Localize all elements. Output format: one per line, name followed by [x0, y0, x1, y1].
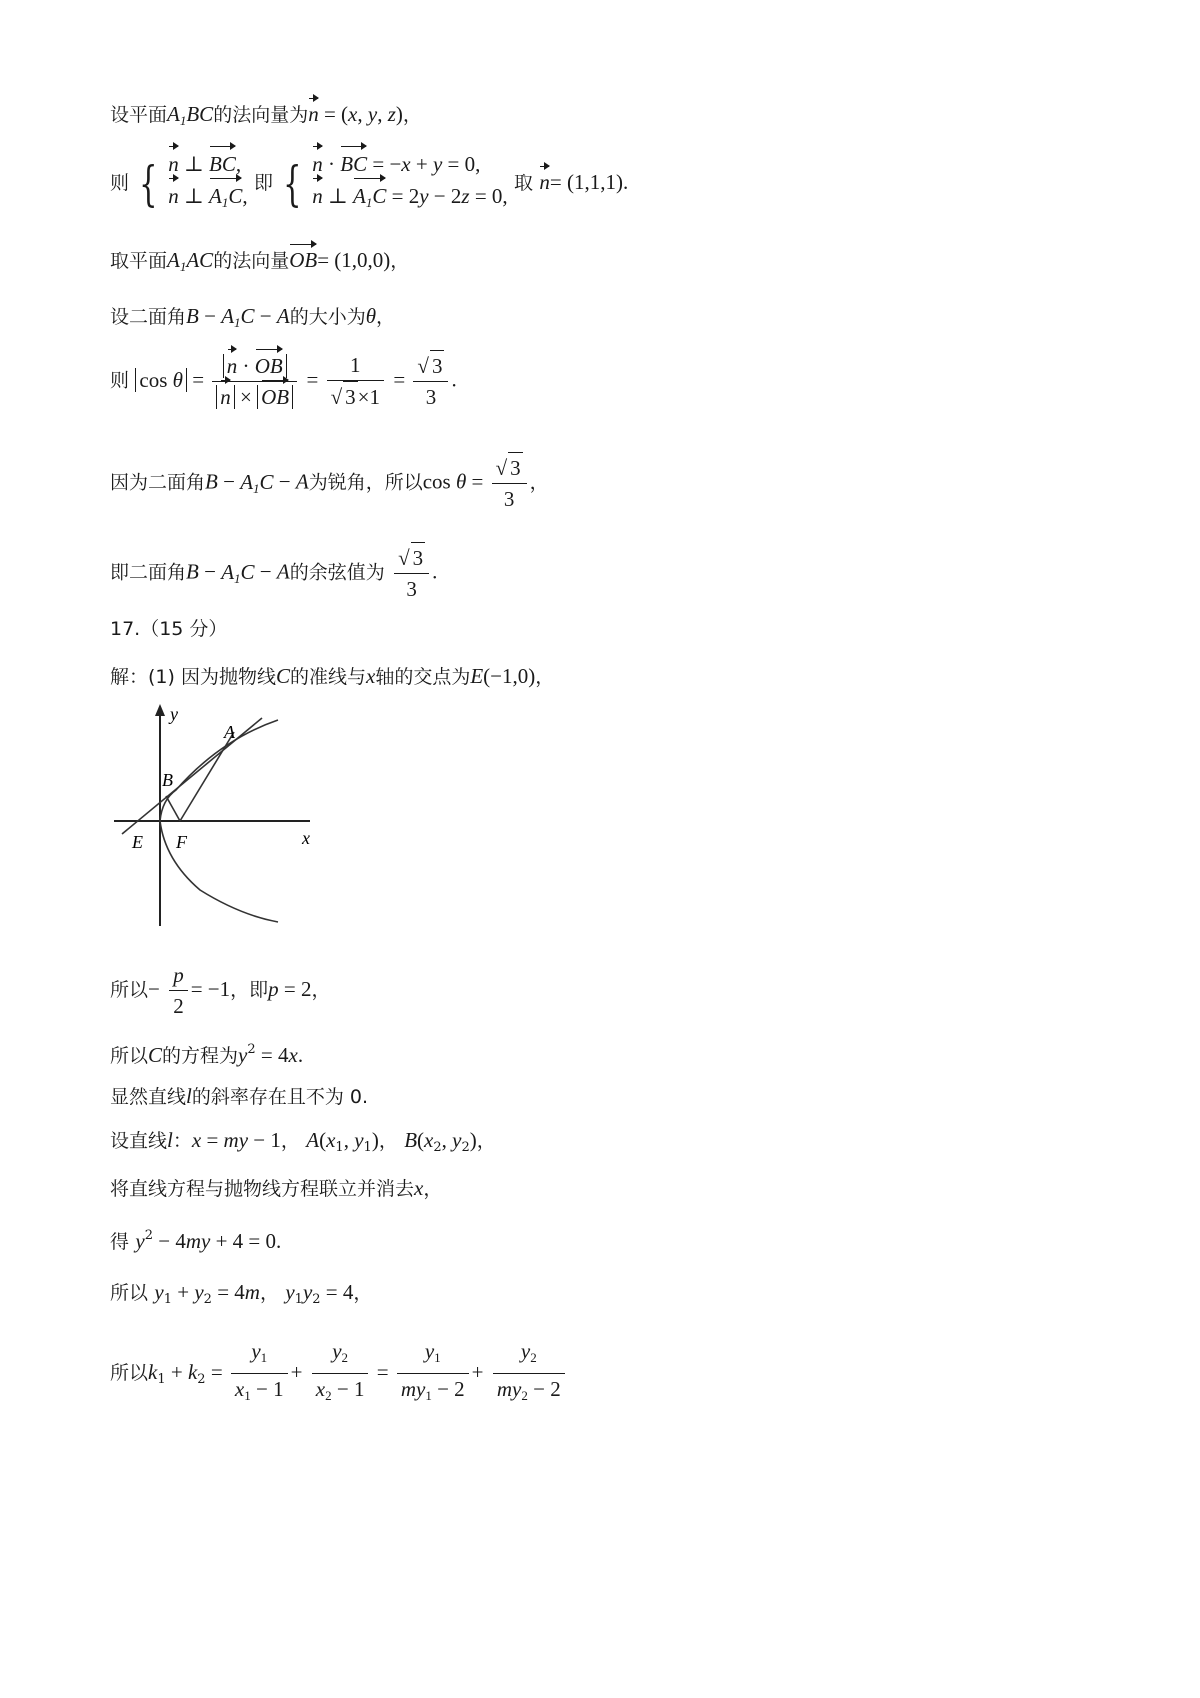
solution-intro: 解：(1) 因为抛物线C的准线与x轴的交点为E(−1,0)，	[110, 664, 555, 688]
k-frac-2: $\frac{y_2}{x_2 - 1}$	[312, 1336, 369, 1411]
line-normal-system: 则 { n ⊥ BC, n ⊥ $A_1C$, 即 { n · BC = −x + y = 0, n ⊥ $A_1C = 2y - 2z = 0$, 取 n= (1,1,1).	[110, 148, 628, 219]
label-F: F	[176, 832, 187, 852]
cos-fraction: $\frac{n \cdot OB}{n \times OB}$	[212, 351, 297, 412]
label-B: B	[162, 770, 173, 790]
one-over-root3-fraction: $\frac{1}{√ 3\times 1}$	[327, 350, 384, 412]
line-normal-vector-def: 设平面$A_1BC$的法向量为n = (x, y, z)，	[110, 102, 422, 128]
k-frac-3: $\frac{y_1}{my_1 - 2}$	[397, 1336, 469, 1411]
k-frac-4: $\frac{y_2}{my_2 - 2}$	[493, 1336, 565, 1411]
line-acute-angle: 因为二面角$B - A_1C - A$为锐角，所以cos θ = $\frac{√ 3}{3}$ ，	[110, 452, 549, 514]
line-c-equation: 所以C的方程为$y^2 = 4x$.	[110, 1042, 304, 1067]
root3-over-3-fraction-2: $\frac{√ 3}{3}$	[492, 452, 527, 514]
p-over-2-fraction: $\frac{p}{2}$	[169, 960, 188, 1021]
question-header: 17.（15 分）	[110, 618, 228, 640]
label-x: x	[302, 828, 310, 848]
line-cos-computation: 则 cos θ = $\frac{n \cdot OB}{n \times OB}$ = $\frac{1}{√ 3\times 1}$ = $\frac{√ 3}{3}$ .	[110, 350, 457, 412]
parabola-figure	[110, 700, 350, 930]
line-quadratic: 得 $y^2 - 4my + 4 = 0$.	[110, 1228, 282, 1253]
system-equations: n · BC = −x + y = 0, n ⊥ $A_1C = 2y - 2z = 0$,	[312, 148, 507, 219]
line-slope-note: 显然直线l的斜率存在且不为 0.	[110, 1084, 369, 1108]
line-cosine-result: 即二面角$B - A_1C - A$的余弦值为 $\frac{√ 3}{3}$ .	[110, 542, 437, 604]
line-dihedral-def: 设二面角$B - A_1C - A$的大小为θ，	[110, 304, 396, 330]
line-eliminate-x: 将直线方程与抛物线方程联立并消去x，	[110, 1176, 443, 1200]
system-perpendicular: n ⊥ BC, n ⊥ $A_1C$,	[168, 148, 247, 219]
root3-over-3-fraction-3: $\frac{√ 3}{3}$	[394, 542, 429, 604]
root3-over-3-fraction: $\frac{√ 3}{3}$	[413, 350, 448, 412]
k-frac-1: $\frac{y_1}{x_1 - 1}$	[231, 1336, 288, 1411]
line-k-sum: 所以$k_1 + k_2$ = $\frac{y_1}{x_1 - 1}$ + $\frac{y_2}{x_2 - 1}$ = $\frac{y_1}{my_1 - 2}$ + $\frac{y_2}{my_2 - 2}$	[110, 1336, 568, 1411]
line-plane-normal-ob: 取平面$A_1AC$的法向量OB= (1,0,0)，	[110, 248, 410, 274]
label-E: E	[132, 832, 143, 852]
line-vieta: 所以 $y_1 + y_2 = 4m$， $y_1y_2 = 4$，	[110, 1280, 373, 1307]
line-p-value: 所以− $\frac{p}{2}$ = −1，即p = 2，	[110, 960, 331, 1021]
line-l-def: 设直线l：x = my − 1， $A(x_1$, $y_1$)， $B(x_2$, $y_2$)，	[110, 1128, 496, 1155]
label-A: A	[224, 722, 235, 742]
label-y: y	[170, 704, 178, 724]
